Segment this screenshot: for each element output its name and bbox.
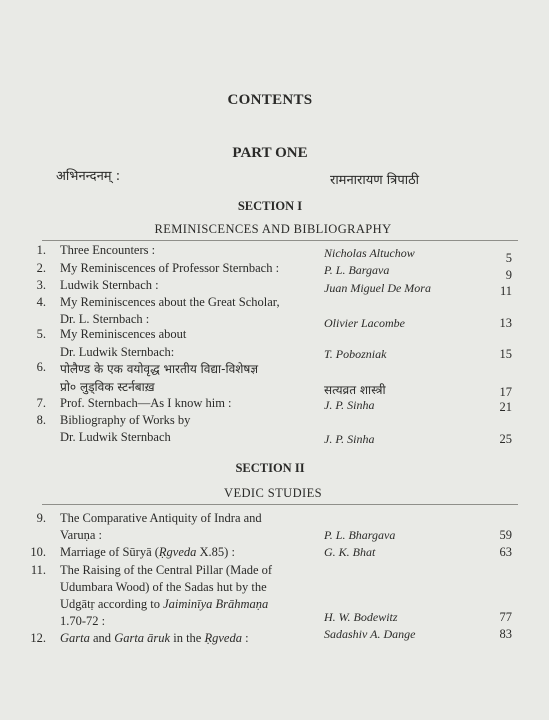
entry-number: 8.	[36, 413, 46, 427]
entry-number: 10.	[30, 545, 46, 559]
entry-author: P. L. Bhargava	[324, 528, 396, 542]
entry-title-line-2: Dr. L. Sternbach :	[60, 312, 150, 326]
dedication-author: रामनारायण त्रिपाठी	[330, 173, 420, 188]
entry-page: 77	[499, 610, 512, 624]
entry-title-line-2: Udumbara Wood) of the Sadas hut by the	[60, 580, 267, 594]
entry-number: 6.	[36, 360, 46, 374]
entry-page: 9	[505, 268, 512, 282]
entry-title-line-2: प्रो० लुड्विक स्टर्नबाख़	[60, 380, 155, 394]
entry-title-line-2: Varuṇa :	[60, 528, 102, 542]
entry-author: P. L. Bargava	[324, 263, 390, 277]
section-2-heading: SECTION II	[235, 461, 305, 475]
entry-page: 59	[499, 528, 512, 542]
entry-number: 7.	[36, 396, 46, 410]
entry-page: 21	[499, 400, 512, 414]
entry-title	[60, 631, 249, 646]
entry-title: Three Encounters :	[60, 243, 156, 257]
entry-number: 3.	[36, 278, 46, 292]
part-title: PART ONE	[232, 145, 308, 161]
entry-title: Ludwik Sternbach :	[60, 278, 159, 292]
entry-title-italic: Jaiminīya Brāhmaṇa	[163, 597, 269, 611]
entry-title-line-3	[60, 597, 268, 612]
entry-title-italic-3: Ṛgveda	[204, 631, 242, 645]
entry-title-line-2: Dr. Ludwik Sternbach	[60, 430, 171, 444]
entry-title-text-1: and	[89, 631, 115, 645]
entry-number: 5.	[36, 327, 46, 341]
entry-title-text-3: :	[241, 631, 249, 645]
entry-author: T. Pobozniak	[324, 347, 387, 361]
entry-author: Nicholas Altuchow	[324, 246, 415, 260]
entry-page: 25	[499, 432, 512, 446]
entry-title-line-1: The Raising of the Central Pillar (Made of	[60, 563, 273, 577]
entry-title-text-2: in the	[170, 631, 205, 645]
entry-page: 63	[499, 545, 512, 559]
entry-title-line-1: My Reminiscences about the Great Scholar,	[60, 295, 280, 309]
entry-author: Olivier Lacombe	[324, 316, 405, 330]
entry-author: G. K. Bhat	[324, 545, 376, 559]
section-2-subheading: VEDIC STUDIES	[224, 486, 322, 500]
entry-title-italic-1: Garta	[60, 631, 90, 645]
entry-number: 12.	[30, 631, 46, 645]
entry-author: सत्यव्रत शास्त्री	[324, 383, 386, 397]
entry-page: 83	[499, 627, 512, 641]
entry-title-text: Udgātṛ according to	[60, 597, 164, 611]
section-1-rule	[42, 240, 518, 241]
entry-number: 9.	[36, 511, 46, 525]
entry-title-italic: Ṛgveda	[158, 545, 197, 559]
entry-author: J. P. Sinha	[324, 432, 375, 446]
section-2-rule	[42, 504, 518, 505]
section-1-subheading: REMINISCENCES AND BIBLIOGRAPHY	[154, 222, 392, 236]
entry-title-line-2: Dr. Ludwik Sternbach:	[60, 345, 175, 359]
entry-page: 15	[499, 347, 512, 361]
entry-page: 13	[499, 316, 512, 330]
entry-title-line-1: The Comparative Antiquity of Indra and	[60, 511, 262, 525]
section-1-heading: SECTION I	[237, 199, 303, 213]
page-title: CONTENTS	[227, 92, 313, 108]
entry-title-line-4: 1.70-72 :	[60, 614, 106, 628]
entry-title	[60, 545, 235, 560]
entry-number: 4.	[36, 295, 46, 309]
entry-title-line-1: Bibliography of Works by	[60, 413, 191, 427]
entry-author: H. W. Bodewitz	[324, 610, 398, 624]
entry-title: Prof. Sternbach—As I know him :	[60, 396, 232, 410]
entry-author: Sadashiv A. Dange	[324, 627, 416, 641]
entry-number: 2.	[36, 261, 46, 275]
entry-title-line-1: My Reminiscences about	[60, 327, 187, 341]
entry-title-line-1: पोलैण्ड के एक वयोवृद्ध भारतीय विद्या-विशेषज्ञ	[60, 362, 259, 376]
entry-author: J. P. Sinha	[324, 398, 375, 412]
entry-title-text: Marriage of Sūryā (	[60, 545, 159, 559]
entry-page: 11	[499, 284, 512, 298]
entry-title-text-end: X.85) :	[196, 545, 235, 559]
dedication-title: अभिनन्दनम् :	[56, 169, 121, 184]
entry-author: Juan Miguel De Mora	[324, 281, 431, 295]
entry-title-italic-2: Garta āruk	[114, 631, 171, 645]
entry-title: My Reminiscences of Professor Sternbach :	[60, 261, 280, 275]
entry-page: 17	[499, 385, 512, 399]
entry-number: 1.	[36, 243, 46, 257]
entry-page: 5	[505, 251, 512, 265]
entry-number: 11.	[30, 563, 46, 577]
